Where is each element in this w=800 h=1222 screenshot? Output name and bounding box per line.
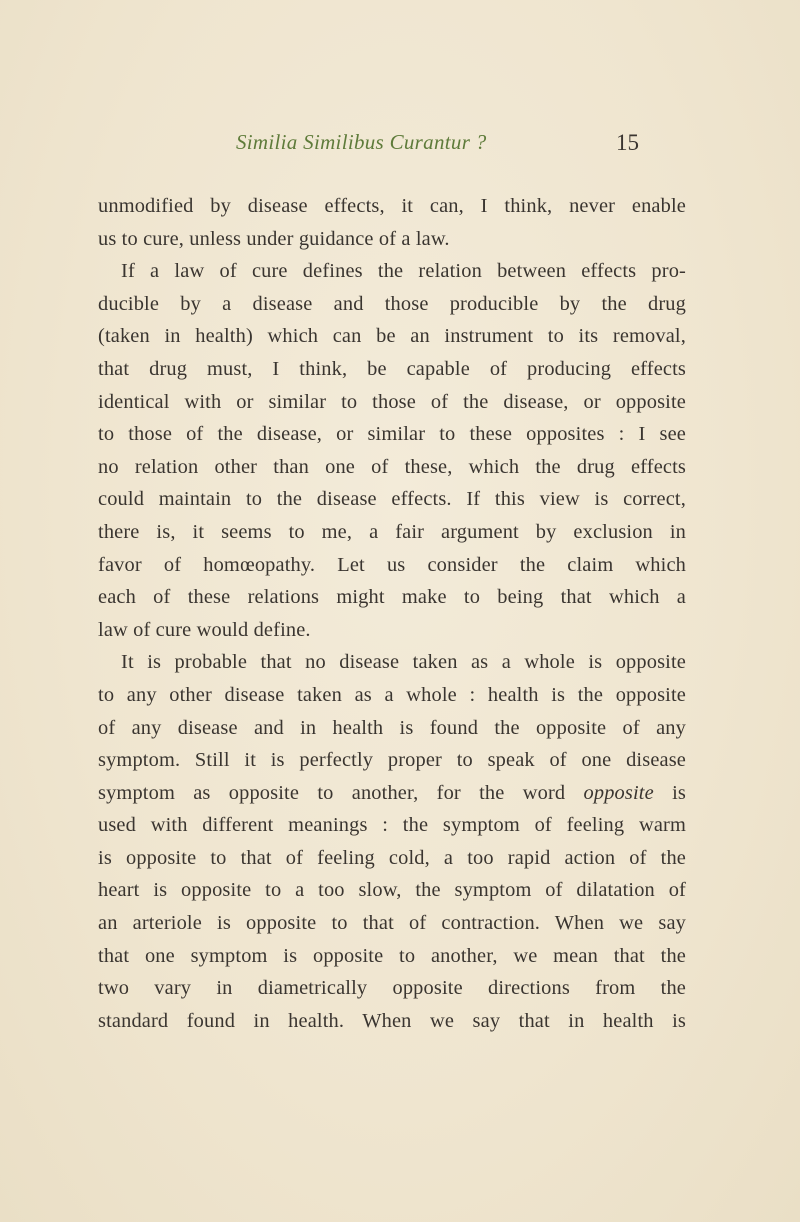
text-line: unmodified by disease effects, it can, I think, never enable [98, 195, 686, 217]
page-number: 15 [616, 130, 639, 155]
text-line: that one symptom is opposite to another, we mean that the [98, 944, 686, 967]
text-line: an arteriole is opposite to that of contraction. When we say [98, 912, 686, 935]
text-line: symptom. Still it is perfectly proper to speak of one disease [98, 749, 686, 772]
text-line: us to cure, unless under guidance of a law. [98, 227, 450, 250]
text-line: heart is opposite to a too slow, the symptom of dilatation of [98, 879, 686, 902]
text-line: to any other disease taken as a whole : health is the opposite [98, 683, 686, 706]
text-line: standard found in health. When we say that in health is [98, 1009, 686, 1032]
text-line: that drug must, I think, be capable of producing effects [98, 357, 686, 380]
text-line: two vary in diametrically opposite directions from the [98, 977, 686, 1000]
text-line: It is probable that no disease taken as a whole is opposite [121, 651, 686, 674]
text-line: If a law of cure defines the relation between effects pro- [121, 260, 686, 283]
line-text: is [672, 781, 686, 804]
line-text: symptom as opposite to another, for the word [98, 781, 566, 804]
text-line: (taken in health) which can be an instrument to its removal, [98, 325, 686, 348]
text-line: used with different meanings : the symptom of feeling warm [98, 814, 686, 837]
text-line: law of cure would define. [98, 618, 311, 641]
text-line: favor of homœopathy. Let us consider the claim which [98, 553, 686, 576]
text-line: could maintain to the disease effects. If this view is correct, [98, 488, 686, 511]
text-line: ducible by a disease and those producible by the drug [98, 292, 686, 315]
text-line: each of these relations might make to being that which a [98, 586, 686, 609]
text-line [98, 777, 686, 810]
running-head: Similia Similibus Curantur ? [236, 130, 487, 154]
text-line: no relation other than one of these, which the drug effects [98, 455, 686, 478]
text-line: to those of the disease, or similar to these opposites : I see [98, 423, 686, 446]
italic-word-opposite: opposite [583, 781, 654, 804]
text-line: of any disease and in health is found the opposite of any [98, 716, 686, 739]
text-line: identical with or similar to those of the disease, or opposite [98, 390, 686, 413]
page-header [236, 126, 656, 162]
text-line: there is, it seems to me, a fair argument by exclusion in [98, 520, 686, 543]
body-text [98, 190, 686, 1037]
text-line: is opposite to that of feeling cold, a too rapid action of the [98, 846, 686, 869]
